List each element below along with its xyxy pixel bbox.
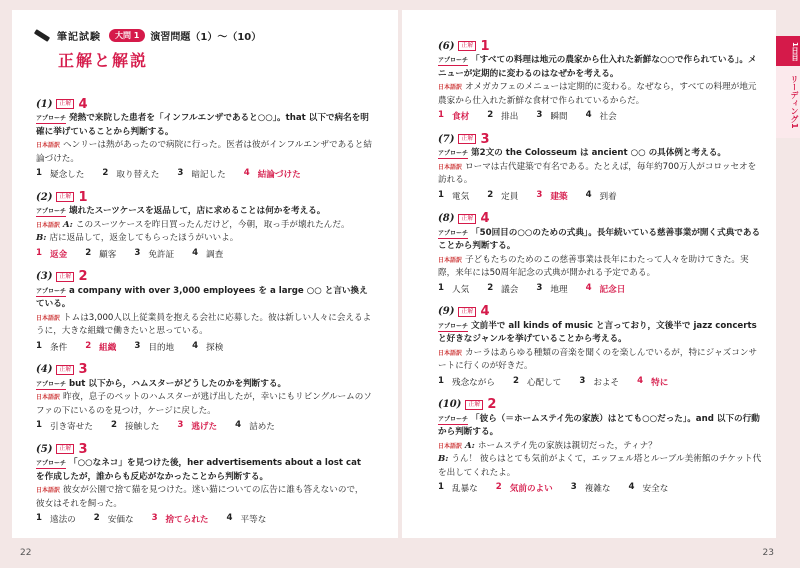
approach-text bbox=[36, 205, 372, 219]
question-number: (2) bbox=[36, 191, 53, 203]
translation-tag: 日本語訳 bbox=[36, 487, 61, 494]
choice-item bbox=[571, 482, 611, 494]
translation-text bbox=[438, 81, 764, 108]
choice-number: 4 bbox=[235, 420, 242, 430]
dialog-b bbox=[36, 232, 372, 246]
choice-text: 結論づけた bbox=[257, 170, 301, 180]
choice-number: 1 bbox=[36, 340, 42, 351]
choice-text: 心配して bbox=[526, 377, 562, 388]
choice-list bbox=[36, 248, 372, 260]
choice-item bbox=[438, 376, 495, 388]
choice-item bbox=[152, 513, 209, 525]
choice-item bbox=[536, 190, 567, 202]
translation-tag: 日本語訳 bbox=[36, 394, 61, 401]
choice-text: 安価な bbox=[107, 515, 134, 525]
choice-number: 3 bbox=[579, 375, 586, 386]
choice-item bbox=[586, 110, 617, 122]
choice-list bbox=[36, 341, 372, 353]
approach-body: 「彼ら（＝ホームステイ先の家族）はとても○○だった」。and 以下の行動から判断する。 bbox=[438, 413, 760, 437]
question-block bbox=[36, 441, 372, 525]
answer-number: 4 bbox=[480, 211, 490, 226]
choice-item bbox=[85, 341, 116, 353]
choice-text: 暗記した bbox=[191, 170, 226, 180]
approach-text bbox=[36, 112, 372, 139]
translation-tag: 日本語訳 bbox=[36, 314, 61, 322]
choice-item bbox=[536, 283, 567, 295]
approach-tag: アプローチ bbox=[36, 208, 67, 215]
choice-number: 1 bbox=[36, 420, 42, 430]
choice-text: 記念日 bbox=[599, 284, 626, 295]
choice-number: 3 bbox=[536, 110, 543, 120]
choice-text: 平等な bbox=[240, 515, 267, 525]
answer-tag: 正解 bbox=[458, 134, 476, 144]
approach-tag: アプローチ bbox=[36, 287, 67, 295]
section-label: 筆記試験 bbox=[57, 32, 101, 43]
choice-number: 4 bbox=[585, 110, 592, 120]
choice-item bbox=[111, 420, 159, 432]
choice-text: 社会 bbox=[599, 112, 617, 122]
speaker-b: B: bbox=[438, 454, 452, 464]
question-header bbox=[438, 38, 764, 54]
approach-tag: アプローチ bbox=[36, 460, 67, 467]
choice-item bbox=[177, 168, 225, 180]
choice-text: 顧客 bbox=[99, 249, 117, 260]
choice-item bbox=[487, 190, 518, 202]
approach-tag: アプローチ bbox=[438, 415, 469, 423]
choice-text: 免許証 bbox=[148, 249, 175, 260]
answer-number: 4 bbox=[480, 304, 490, 319]
choice-number: 4 bbox=[192, 247, 199, 258]
approach-body: 第2文の the Colosseum は ancient ○○ の具体例と考える。 bbox=[471, 148, 726, 158]
translation-text bbox=[36, 484, 372, 511]
choice-number: 3 bbox=[177, 168, 184, 178]
question-block bbox=[438, 38, 764, 122]
question-header bbox=[36, 362, 372, 378]
translation-tag: 日本語訳 bbox=[36, 221, 61, 229]
dialog-a-body: このスーツケースを昨日買ったんだけど，今朝，取っ手が壊れたんだ。 bbox=[75, 219, 350, 230]
choice-text: 取り替えた bbox=[116, 170, 160, 180]
speaker-b: B: bbox=[36, 233, 50, 243]
choice-item bbox=[536, 110, 567, 122]
question-number: (3) bbox=[36, 271, 53, 282]
choice-number: 3 bbox=[177, 420, 184, 430]
choice-item bbox=[177, 420, 217, 432]
choice-item bbox=[487, 110, 518, 122]
choice-item bbox=[438, 482, 478, 494]
exercise-label: 演習問題（1）～（10） bbox=[150, 32, 262, 43]
dialog-b-body: 店に返品して，返金してもらったほうがいいよ。 bbox=[49, 233, 239, 243]
side-tab-day: 1日目 bbox=[776, 36, 800, 66]
pencil-icon bbox=[34, 29, 50, 42]
right-column bbox=[438, 38, 764, 503]
choice-item bbox=[586, 283, 626, 295]
page-title: 正解と解説 bbox=[58, 51, 149, 70]
choice-number: 2 bbox=[512, 375, 519, 386]
choice-text: 建築 bbox=[550, 191, 568, 202]
choice-text: 議会 bbox=[501, 284, 519, 295]
choice-text: 探検 bbox=[206, 342, 224, 353]
approach-text bbox=[438, 227, 764, 254]
question-header bbox=[438, 397, 764, 413]
choice-number: 1 bbox=[36, 247, 42, 258]
choice-item bbox=[134, 341, 174, 353]
choice-number: 4 bbox=[637, 375, 644, 386]
choice-number: 1 bbox=[36, 168, 42, 178]
choice-text: 条件 bbox=[49, 342, 68, 353]
question-block bbox=[438, 131, 764, 202]
choice-text: 排出 bbox=[501, 112, 519, 122]
choice-text: 返金 bbox=[49, 249, 68, 260]
side-tab bbox=[776, 36, 800, 138]
answer-tag: 正解 bbox=[458, 41, 476, 51]
choice-text: 詰めた bbox=[249, 422, 275, 432]
choice-number: 1 bbox=[36, 513, 42, 523]
choice-text: 捨てられた bbox=[165, 515, 209, 525]
question-header bbox=[438, 211, 764, 227]
choice-list bbox=[36, 420, 372, 432]
choice-text: 気前のよい bbox=[509, 484, 553, 494]
choice-item bbox=[438, 283, 469, 295]
choice-item bbox=[629, 482, 669, 494]
section-badge: 大問 1 bbox=[109, 29, 145, 42]
choice-text: 乱暴な bbox=[451, 484, 478, 494]
approach-body: 発熱で来院した患者を「インフルエンザであると○○」。that 以下で病名を明確に挙げていることから判断する。 bbox=[36, 113, 369, 137]
approach-text bbox=[36, 457, 372, 484]
choice-text: 目的地 bbox=[148, 342, 175, 353]
choice-text: およそ bbox=[593, 377, 620, 388]
page-number-right: 23 bbox=[762, 548, 774, 558]
choice-item bbox=[244, 168, 301, 180]
choice-text: 到着 bbox=[599, 191, 617, 202]
answer-tag: 正解 bbox=[56, 192, 74, 202]
translation-text bbox=[438, 347, 764, 374]
translation-text bbox=[438, 161, 764, 188]
question-number: (1) bbox=[36, 98, 53, 110]
choice-item bbox=[192, 341, 223, 353]
choice-text: 遠法の bbox=[49, 515, 76, 525]
translation-text bbox=[36, 391, 372, 418]
translation-body: カーラはあらゆる種類の音楽を聞くのを楽しんでいるが，特にジャズコンサートに行くのが好きだ。 bbox=[438, 347, 758, 371]
choice-item bbox=[637, 376, 668, 388]
choice-number: 2 bbox=[487, 189, 494, 200]
approach-text bbox=[438, 413, 764, 440]
choice-number: 4 bbox=[226, 513, 233, 523]
choice-list bbox=[438, 190, 764, 202]
choice-number: 4 bbox=[243, 168, 250, 178]
choice-text: 複雑な bbox=[584, 484, 611, 494]
choice-text: 電気 bbox=[451, 191, 470, 202]
section-header bbox=[34, 28, 261, 43]
question-block bbox=[36, 269, 372, 353]
choice-item bbox=[579, 376, 619, 388]
question-header bbox=[36, 269, 372, 285]
answer-number: 4 bbox=[78, 96, 88, 112]
choice-item bbox=[227, 513, 267, 525]
question-block bbox=[438, 211, 764, 295]
question-block bbox=[36, 362, 372, 433]
choice-item bbox=[36, 248, 67, 260]
approach-body: 壊れたスーツケースを返品して，店に求めることは何かを考える。 bbox=[69, 206, 326, 216]
approach-tag: アプローチ bbox=[438, 57, 469, 64]
choice-text: 引き寄せた bbox=[49, 422, 93, 432]
choice-number: 1 bbox=[438, 282, 444, 293]
question-number: (6) bbox=[438, 40, 455, 52]
answer-number: 3 bbox=[78, 441, 88, 457]
translation-text bbox=[36, 139, 372, 166]
page-number-left: 22 bbox=[20, 548, 32, 558]
choice-item bbox=[438, 190, 469, 202]
choice-list bbox=[438, 283, 764, 295]
choice-item bbox=[85, 248, 116, 260]
choice-number: 4 bbox=[585, 282, 592, 293]
choice-number: 3 bbox=[570, 482, 577, 492]
approach-tag: アプローチ bbox=[438, 229, 469, 237]
dialog-b-body: うん！ 彼らはとても気前がよくて，エッフェル塔とルーブル美術館のチケット代を出してくれたよ。 bbox=[438, 454, 762, 478]
choice-number: 2 bbox=[102, 168, 109, 178]
answer-tag: 正解 bbox=[56, 365, 74, 375]
choice-text: 特に bbox=[651, 377, 669, 388]
choice-list bbox=[438, 110, 764, 122]
question-number: (10) bbox=[438, 399, 462, 410]
side-tab-section: リーディング1 bbox=[776, 66, 800, 138]
approach-tag: アプローチ bbox=[36, 115, 67, 122]
choice-number: 2 bbox=[110, 420, 117, 430]
choice-item bbox=[36, 420, 93, 432]
answer-number: 3 bbox=[480, 131, 490, 147]
translation-tag: 日本語訳 bbox=[438, 349, 463, 357]
choice-number: 4 bbox=[192, 340, 199, 351]
choice-item bbox=[235, 420, 275, 432]
question-number: (9) bbox=[438, 306, 455, 317]
question-header bbox=[438, 131, 764, 147]
choice-text: 人気 bbox=[451, 284, 470, 295]
question-header bbox=[36, 96, 372, 112]
choice-number: 2 bbox=[487, 282, 494, 293]
choice-number: 4 bbox=[628, 482, 635, 492]
choice-list bbox=[438, 376, 764, 388]
answer-tag: 正解 bbox=[56, 272, 74, 282]
translation-text bbox=[438, 254, 764, 281]
translation-body: 昨夜，息子のペットのハムスターが逃げ出したが，幸いにもリビングルームのソファの下にいるのを見つけ，ケージに戻した。 bbox=[36, 392, 372, 416]
question-block bbox=[36, 189, 372, 260]
dialog-b bbox=[438, 453, 764, 480]
question-header bbox=[36, 441, 372, 457]
choice-text: 瞬間 bbox=[550, 112, 568, 122]
answer-number: 1 bbox=[78, 189, 88, 205]
choice-number: 3 bbox=[151, 513, 158, 523]
translation-body: オメガカフェのメニューは定期的に変わる。なぜなら，すべての料理が地元農家から仕入れた新鮮な食材で作られているからだ。 bbox=[438, 82, 757, 106]
question-number: (4) bbox=[36, 364, 53, 375]
choice-text: 組織 bbox=[99, 342, 117, 353]
choice-item bbox=[586, 190, 617, 202]
question-number: (5) bbox=[36, 443, 53, 455]
translation-tag: 日本語訳 bbox=[36, 142, 61, 149]
choice-item bbox=[36, 168, 84, 180]
translation-body: 子どもたちのためのこの慈善事業は長年にわたって人々を助けてきた。実際，来年には50周年記念の式典が開かれる予定である。 bbox=[438, 254, 749, 278]
approach-body: but 以下から，ハムスターがどうしたのかを判断する。 bbox=[69, 378, 287, 389]
choice-item bbox=[438, 110, 469, 122]
choice-number: 1 bbox=[438, 110, 444, 120]
choice-list bbox=[36, 168, 372, 180]
approach-body: 「すべての料理は地元の農家から仕入れた新鮮な○○で作られている」。メニューが定期的に変わるのはなぜかを考える。 bbox=[438, 55, 757, 79]
translation-body: ヘンリーは熱があったので病院に行った。医者は彼がインフルエンザであると結論づけた。 bbox=[36, 140, 372, 164]
choice-item bbox=[94, 513, 134, 525]
translation-body: ローマは古代建築で有名である。たとえば，毎年約700万人がコロッセオを訪れる。 bbox=[438, 161, 757, 185]
answer-tag: 正解 bbox=[465, 400, 483, 410]
dialog-a bbox=[36, 219, 372, 233]
translation-tag: 日本語訳 bbox=[438, 442, 463, 450]
choice-number: 3 bbox=[536, 282, 543, 293]
speaker-a: A: bbox=[63, 219, 76, 230]
choice-item bbox=[36, 341, 67, 353]
dialog-a-body: ホームステイ先の家族は親切だった，ティナ？ bbox=[477, 440, 657, 451]
approach-tag: アプローチ bbox=[438, 150, 469, 157]
speaker-a: A: bbox=[465, 440, 478, 451]
approach-text bbox=[36, 285, 372, 312]
approach-text bbox=[438, 147, 764, 161]
translation-tag: 日本語訳 bbox=[438, 163, 463, 171]
choice-item bbox=[496, 482, 553, 494]
approach-text bbox=[438, 320, 764, 347]
approach-body: 「○○なネコ」を見つけた後，her advertisements about a lost cat を作成したが，誰からも反応がなかったことから判断する。 bbox=[36, 458, 361, 482]
translation-body: トムは3,000人以上従業員を抱える会社に応募した。彼は新しい人々に会えるように，大きな組織で働きたいと思っている。 bbox=[36, 312, 372, 336]
question-block bbox=[36, 96, 372, 180]
question-block bbox=[438, 304, 764, 388]
choice-number: 3 bbox=[134, 247, 141, 258]
choice-number: 2 bbox=[487, 110, 494, 120]
choice-number: 1 bbox=[438, 189, 444, 200]
choice-text: 定員 bbox=[501, 191, 519, 202]
choice-number: 2 bbox=[85, 340, 92, 351]
choice-text: 残念ながら bbox=[451, 377, 495, 388]
choice-item bbox=[102, 168, 159, 180]
approach-tag: アプローチ bbox=[438, 322, 469, 330]
choice-text: 地理 bbox=[550, 284, 568, 295]
choice-item bbox=[487, 283, 518, 295]
translation-body: 彼女が公園で捨て猫を見つけた。迷い猫についての広告に誰も答えないので，彼女はそれを飼った。 bbox=[36, 485, 364, 509]
choice-list bbox=[36, 513, 372, 525]
choice-number: 1 bbox=[438, 482, 444, 492]
choice-text: 安全な bbox=[642, 484, 669, 494]
answer-number: 3 bbox=[78, 362, 88, 377]
choice-number: 1 bbox=[438, 375, 444, 386]
approach-text bbox=[36, 378, 372, 392]
choice-item bbox=[513, 376, 561, 388]
choice-text: 食材 bbox=[451, 112, 470, 122]
choice-number: 2 bbox=[93, 513, 100, 523]
choice-text: 接触した bbox=[124, 422, 160, 432]
choice-item bbox=[134, 248, 174, 260]
answer-tag: 正解 bbox=[56, 99, 74, 109]
answer-tag: 正解 bbox=[458, 307, 476, 317]
translation-tag: 日本語訳 bbox=[438, 256, 463, 264]
question-header bbox=[36, 189, 372, 205]
choice-text: 逃げた bbox=[191, 422, 218, 432]
choice-text: 疑念した bbox=[49, 170, 85, 180]
choice-number: 2 bbox=[85, 247, 92, 258]
translation-text bbox=[36, 312, 372, 339]
answer-number: 2 bbox=[78, 269, 88, 284]
translation-tag: 日本語訳 bbox=[438, 84, 463, 91]
left-column bbox=[36, 96, 372, 534]
question-number: (8) bbox=[438, 213, 455, 224]
choice-list bbox=[438, 482, 764, 494]
dialog-a bbox=[438, 440, 764, 454]
approach-text bbox=[438, 54, 764, 81]
answer-tag: 正解 bbox=[56, 444, 74, 454]
approach-body: 文前半で all kinds of music と言っており，文後半で jazz concerts と好きなジャンルを挙げていることから考える。 bbox=[438, 320, 757, 344]
choice-number: 2 bbox=[495, 482, 502, 492]
approach-tag: アプローチ bbox=[36, 380, 67, 388]
answer-number: 1 bbox=[480, 38, 490, 54]
approach-body: 「50回目の○○のための式典」。長年続いている慈善事業が開く式典であることから判断する。 bbox=[438, 227, 761, 251]
question-number: (7) bbox=[438, 133, 455, 145]
approach-body: a company with over 3,000 employees を a large ○○ と言い換えている。 bbox=[36, 285, 368, 309]
answer-tag: 正解 bbox=[458, 214, 476, 224]
choice-number: 4 bbox=[585, 189, 592, 200]
question-header bbox=[438, 304, 764, 320]
question-block bbox=[438, 397, 764, 495]
choice-item bbox=[36, 513, 76, 525]
choice-item bbox=[192, 248, 223, 260]
answer-number: 2 bbox=[487, 397, 497, 412]
choice-text: 調査 bbox=[206, 249, 224, 260]
choice-number: 3 bbox=[134, 340, 141, 351]
choice-number: 3 bbox=[536, 189, 543, 200]
